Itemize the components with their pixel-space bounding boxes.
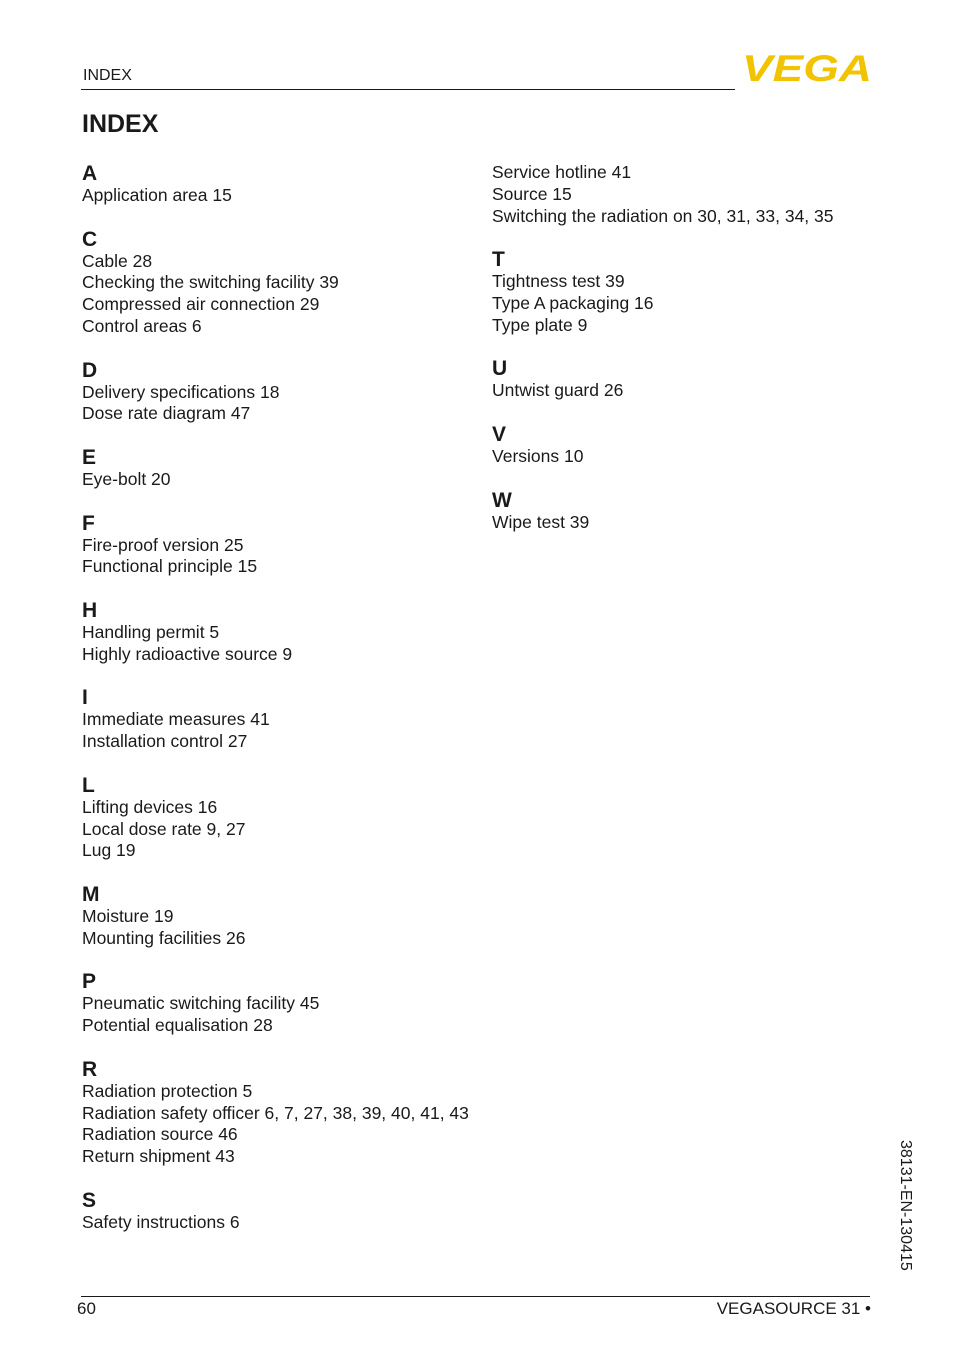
index-letter-heading: W — [492, 488, 512, 512]
index-entry: Return shipment 43 — [82, 1146, 235, 1167]
index-entry: Source 15 — [492, 183, 572, 204]
index-entry: Radiation safety officer 6, 7, 27, 38, 39, 40, 41, 43 — [82, 1102, 469, 1123]
index-group — [82, 600, 472, 666]
index-group — [82, 884, 472, 950]
index-letter-heading: L — [82, 773, 95, 797]
index-letter-heading: A — [82, 162, 98, 185]
index-entry: Wipe test 39 — [492, 511, 590, 532]
index-entry: Installation control 27 — [82, 731, 248, 752]
index-letter-heading: M — [82, 882, 100, 906]
index-group — [82, 163, 472, 207]
index-letter-heading: F — [82, 511, 95, 535]
index-group — [82, 1059, 472, 1168]
index-entry: Immediate measures 41 — [82, 709, 270, 730]
header-rule — [81, 89, 735, 90]
index-group — [82, 447, 472, 491]
index-entry: Potential equalisation 28 — [82, 1015, 273, 1036]
header-section-label: INDEX — [83, 67, 132, 84]
index-entry: Checking the switching facility 39 — [82, 272, 339, 293]
index-group — [82, 775, 472, 862]
index-group — [82, 229, 472, 338]
index-entry: Tightness test 39 — [492, 271, 625, 292]
index-letter-heading: I — [82, 686, 88, 710]
index-letter-heading: P — [82, 970, 97, 994]
index-entry: Versions 10 — [492, 445, 584, 466]
index-entry: Functional principle 15 — [82, 556, 258, 577]
index-group — [82, 1190, 472, 1234]
index-letter-heading: D — [82, 358, 98, 382]
index-entry: Application area 15 — [82, 185, 232, 205]
index-group — [82, 513, 472, 579]
index-letter-heading: V — [492, 422, 507, 446]
index-group — [82, 687, 472, 753]
index-entry: Mounting facilities 26 — [82, 927, 246, 948]
index-group — [492, 358, 892, 402]
index-entry: Radiation protection 5 — [82, 1080, 253, 1101]
index-entry: Type A packaging 16 — [492, 292, 654, 313]
index-entry: Untwist guard 26 — [492, 380, 624, 401]
index-group — [492, 249, 892, 336]
index-entry: Handling permit 5 — [82, 621, 220, 642]
index-entry: Highly radioactive source 9 — [82, 643, 293, 664]
index-column-left — [82, 162, 472, 1255]
footer-rule — [81, 1296, 870, 1297]
index-group — [492, 424, 892, 468]
index-group — [82, 360, 472, 426]
index-letter-heading: H — [82, 598, 98, 622]
index-entry: Radiation source 46 — [82, 1124, 238, 1145]
index-entry: Dose rate diagram 47 — [82, 403, 251, 424]
document-code: 38131-EN-130415 — [897, 1140, 914, 1271]
index-entry: Lifting devices 16 — [82, 796, 218, 817]
page-title: INDEX — [82, 110, 159, 138]
index-entry: Control areas 6 — [82, 315, 202, 336]
index-entry: Eye-bolt 20 — [82, 468, 171, 489]
index-entry: Service hotline 41 — [492, 162, 632, 182]
index-letter-heading: C — [82, 227, 98, 251]
index-letter-heading: T — [492, 248, 505, 272]
vega-logo — [741, 51, 873, 83]
index-entry: Safety instructions 6 — [82, 1211, 240, 1232]
index-entry: Compressed air connection 29 — [82, 294, 320, 315]
index-letter-heading: U — [492, 357, 508, 381]
index-letter-heading: E — [82, 445, 97, 469]
index-group — [492, 162, 892, 227]
index-entry: Local dose rate 9, 27 — [82, 818, 246, 839]
vega-logo-text: VEGA — [742, 51, 872, 83]
index-group — [82, 971, 472, 1037]
index-entry: Switching the radiation on 30, 31, 33, 34, 35 — [492, 205, 834, 226]
index-entry: Delivery specifications 18 — [82, 381, 280, 402]
page-number: 60 — [77, 1299, 96, 1318]
index-entry: Cable 28 — [82, 250, 153, 271]
product-name: VEGASOURCE 31 • — [716, 1299, 871, 1318]
index-entry: Lug 19 — [82, 840, 136, 861]
index-letter-heading: R — [82, 1057, 98, 1081]
index-entry: Pneumatic switching facility 45 — [82, 993, 320, 1014]
index-entry: Type plate 9 — [492, 314, 588, 335]
index-group — [492, 490, 892, 534]
index-letter-heading: S — [82, 1188, 97, 1212]
index-entry: Fire-proof version 25 — [82, 534, 244, 555]
index-entry: Moisture 19 — [82, 905, 174, 926]
index-column-right — [492, 162, 892, 555]
